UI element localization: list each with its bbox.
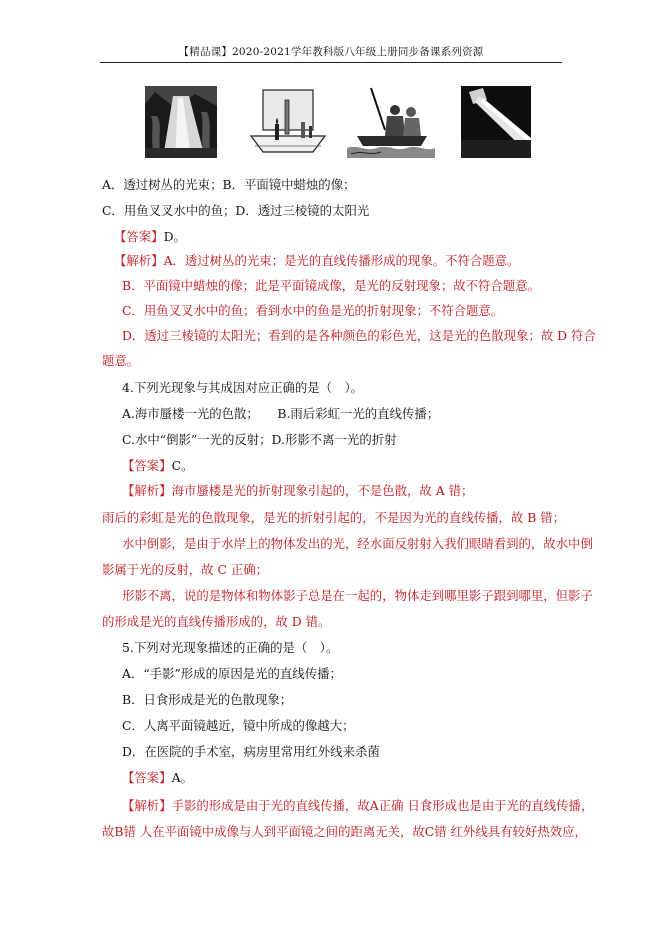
q4-analysis-4-line1: 形影不离，说的是物体和物体影子总是在一起的，物体走到哪里影子跟到哪里，但影子 <box>122 588 593 603</box>
q5-answer <box>122 770 584 786</box>
analysis-tag: 【解析】 <box>122 483 172 498</box>
analysis-text: A．透过树丛的光束；是光的直线传播形成的现象。不符合题意。 <box>163 253 520 268</box>
analysis-tag: 【解析】 <box>114 253 164 268</box>
q4-analysis-4-line2: 的形成是光的直线传播形成的，故 D 错。 <box>102 614 331 629</box>
q3-analysis-a <box>114 253 576 269</box>
q5-analysis-2: 故B错 人在平面镜中成像与人到平面镜之间的距离无关，故C错 红外线具有较好热效应， <box>102 824 587 839</box>
q5-question: 5.下列对光现象描述的正确的是（ ）。 <box>122 640 339 655</box>
q5-option-b: B．日食形成是光的色散现象； <box>122 692 293 707</box>
answer-tag: 【答案】 <box>114 229 164 244</box>
q4-analysis-3-line1: 水中倒影，是由于水岸上的物体发出的光，经水面反射射入我们眼睛看到的，故水中倒 <box>122 536 593 551</box>
q3-analysis-d-line2: 题意。 <box>102 353 140 368</box>
analysis-text: 海市蜃楼是光的折射现象引起的，不是色散，故 A 错； <box>171 483 474 498</box>
answer-value: A。 <box>171 770 193 785</box>
trees-light-beam-picture <box>145 86 217 158</box>
answer-value: C。 <box>171 458 194 473</box>
answer-tag: 【答案】 <box>122 458 172 473</box>
fishing-spear-boat-picture <box>347 86 435 158</box>
q4-analysis-1 <box>122 483 584 499</box>
q3-analysis-b: B．平面镜中蜡烛的像；此是平面镜成像，是光的反射现象；故不符合题意。 <box>122 278 540 293</box>
q4-question: 4.下列光现象与其成因对应正确的是（ ）。 <box>122 380 364 395</box>
q3-answer <box>114 229 576 245</box>
q5-option-c: C．人离平面镜越近，镜中所成的像越大； <box>122 718 355 733</box>
q3-analysis-d-line1: D．透过三棱镜的太阳光；看到的是各种颜色的彩色光，这是光的色散现象；故 D 符合 <box>122 328 596 343</box>
page-header: 【精品课】2020-2021学年教科版八年级上册同步备课系列资源 <box>178 46 484 58</box>
q5-option-d: D．在医院的手术室，病房里常用红外线来杀菌 <box>122 744 380 759</box>
analysis-text: 手影的形成是由于光的直线传播，故A正确 日食形成也是由于光的直线传播， <box>171 798 594 813</box>
prism-sunlight-picture <box>461 86 531 158</box>
figure-strip <box>145 86 535 158</box>
answer-tag: 【答案】 <box>122 770 172 785</box>
q3-analysis-c: C．用鱼叉叉水中的鱼；看到水中的鱼是光的折射现象；不符合题意。 <box>122 303 504 318</box>
q4-options-cd: C.水中“倒影”一光的反射；D.形影不离一光的折射 <box>122 432 397 447</box>
q4-analysis-2: 雨后的彩虹是光的色散现象，是光的折射引起的，不是因为光的直线传播，故 B 错； <box>102 510 566 525</box>
q5-analysis-1 <box>122 798 594 814</box>
header-rule <box>100 62 562 63</box>
analysis-tag: 【解析】 <box>122 798 172 813</box>
q4-analysis-3-line2: 影属于光的反射，故 C 正确； <box>102 562 269 577</box>
answer-value: D。 <box>163 229 186 244</box>
q4-answer <box>122 458 584 474</box>
q3-options-ab: A．透过树丛的光束；B．平面镜中蜡烛的像； <box>102 177 356 192</box>
q5-option-a: A．“手影”形成的原因是光的直线传播； <box>122 666 342 681</box>
q3-options-cd: C．用鱼叉叉水中的鱼；D．透过三棱镜的太阳光 <box>102 203 370 218</box>
q4-options-ab: A.海市蜃楼一光的色散； B.雨后彩虹一光的直线传播； <box>122 406 440 421</box>
mirror-candle-picture <box>249 86 327 158</box>
